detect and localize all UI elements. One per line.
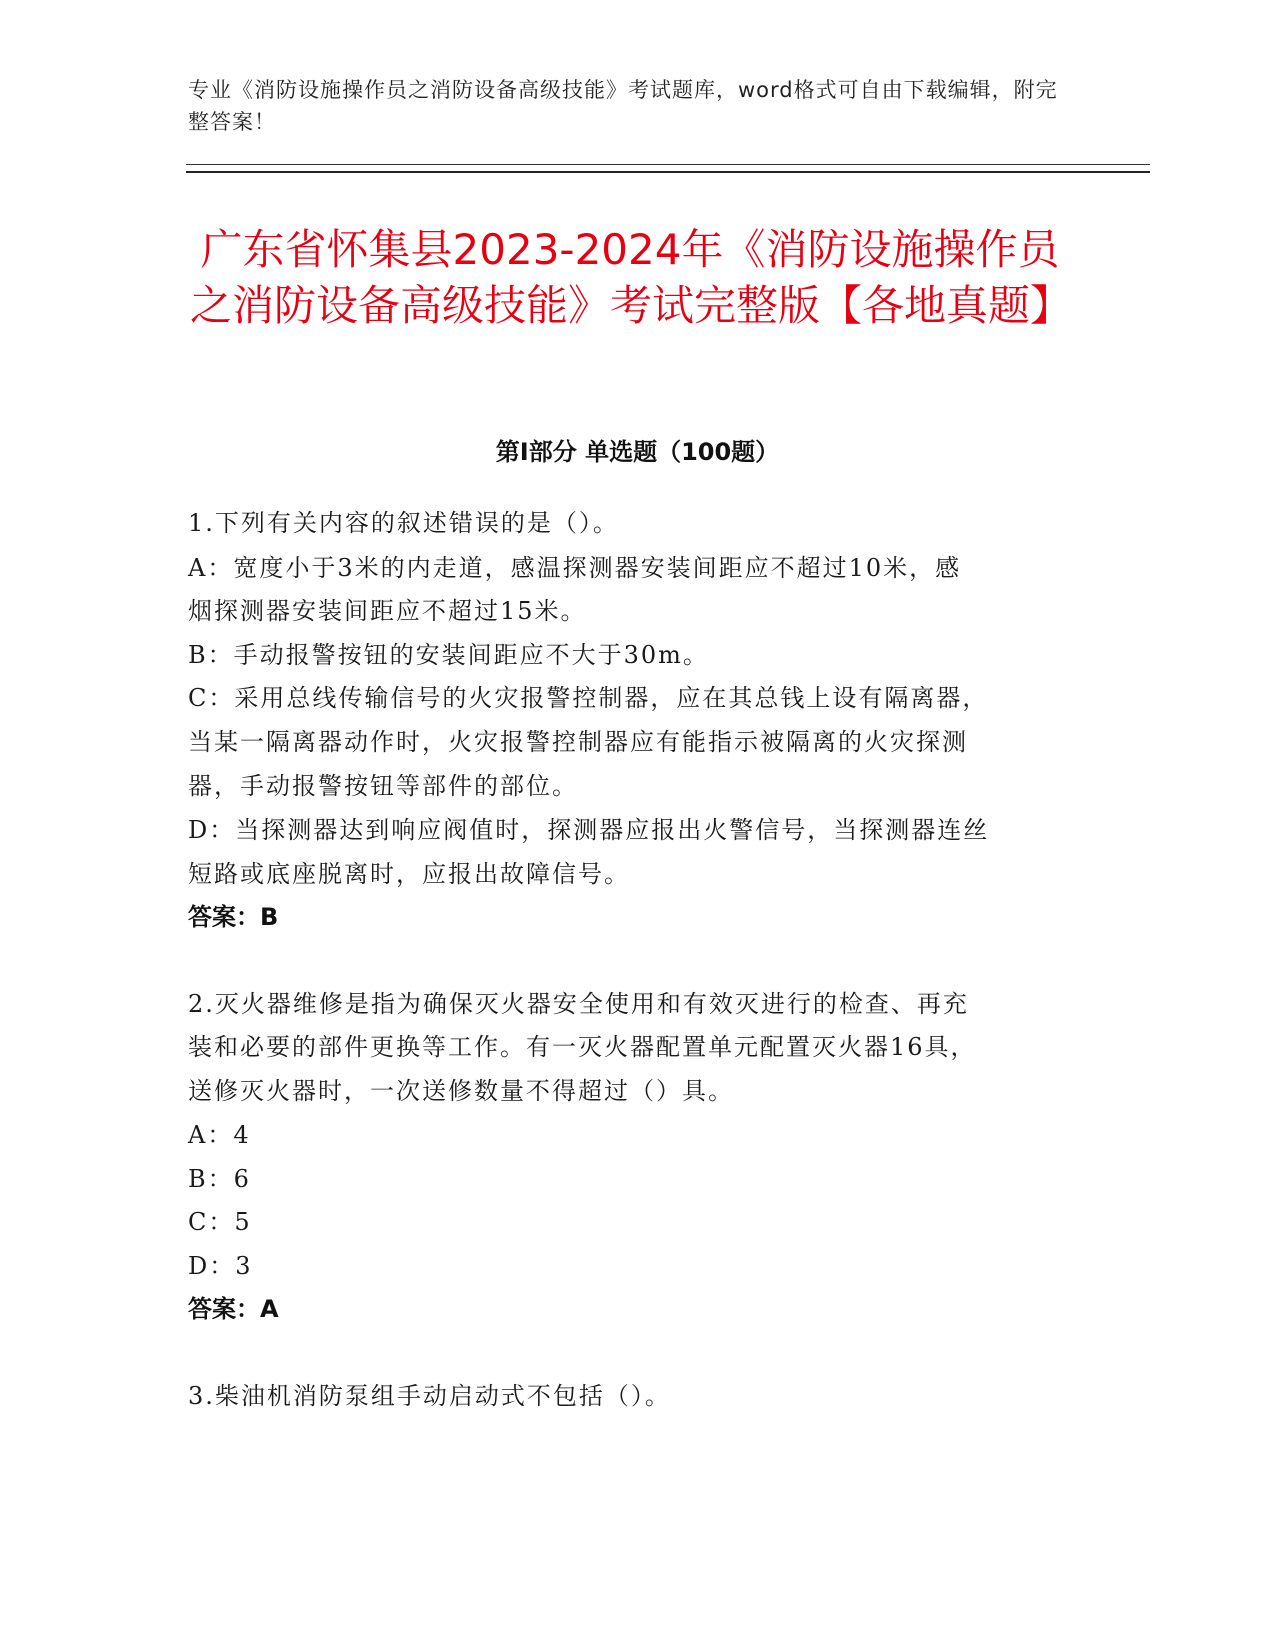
- question-2-stem: 2.灭火器维修是指为确保灭火器安全使用和有效灭进行的检查、再充: [188, 990, 969, 1018]
- section-heading: 第I部分 单选题（100题）: [495, 438, 780, 466]
- question-2-answer: 答案：A: [188, 1295, 279, 1323]
- question-2-stem-cont-2: 送修灭火器时，一次送修数量不得超过（）具。: [188, 1077, 734, 1105]
- question-1-option-c: C：采用总线传输信号的火灾报警控制器，应在其总钱上设有隔离器，: [188, 684, 989, 712]
- header-rule-bottom: [186, 171, 1150, 173]
- question-1-option-d-cont: 短路或底座脱离时，应报出故障信号。: [188, 860, 630, 888]
- question-2-option-a: A：4: [188, 1121, 251, 1149]
- question-2-option-d: D：3: [188, 1252, 253, 1280]
- question-2-stem-cont-1: 装和必要的部件更换等工作。有一灭火器配置单元配置灭火器16具，: [188, 1033, 977, 1061]
- question-2-option-c: C：5: [188, 1208, 252, 1236]
- document-title: 广东省怀集县2023-2024年《消防设施操作员之消防设备高级技能》考试完整版【各地真题】: [190, 225, 1073, 330]
- header-rule-top: [186, 164, 1150, 165]
- question-1-stem: 1.下列有关内容的叙述错误的是（）。: [188, 509, 619, 537]
- header-note: 专业《消防设施操作员之消防设备高级技能》考试题库，word格式可自由下载编辑，附完整答案！: [188, 78, 1058, 134]
- question-3-stem: 3.柴油机消防泵组手动启动式不包括（）。: [188, 1382, 671, 1410]
- question-2-option-b: B：6: [188, 1165, 251, 1193]
- question-1-option-d: D：当探测器达到响应阀值时，探测器应报出火警信号，当探测器连丝: [188, 816, 990, 844]
- question-1-option-b: B：手动报警按钮的安装间距应不大于30m。: [188, 641, 709, 669]
- question-1-option-c-cont-1: 当某一隔离器动作时，火灾报警控制器应有能指示被隔离的火灾探测: [188, 728, 968, 756]
- question-1-option-a: A：宽度小于3米的内走道，感温探测器安装间距应不超过10米，感: [188, 554, 962, 582]
- question-1-option-a-cont: 烟探测器安装间距应不超过15米。: [188, 597, 587, 625]
- question-1-option-c-cont-2: 器，手动报警按钮等部件的部位。: [188, 772, 578, 800]
- question-1-answer: 答案：B: [188, 903, 279, 931]
